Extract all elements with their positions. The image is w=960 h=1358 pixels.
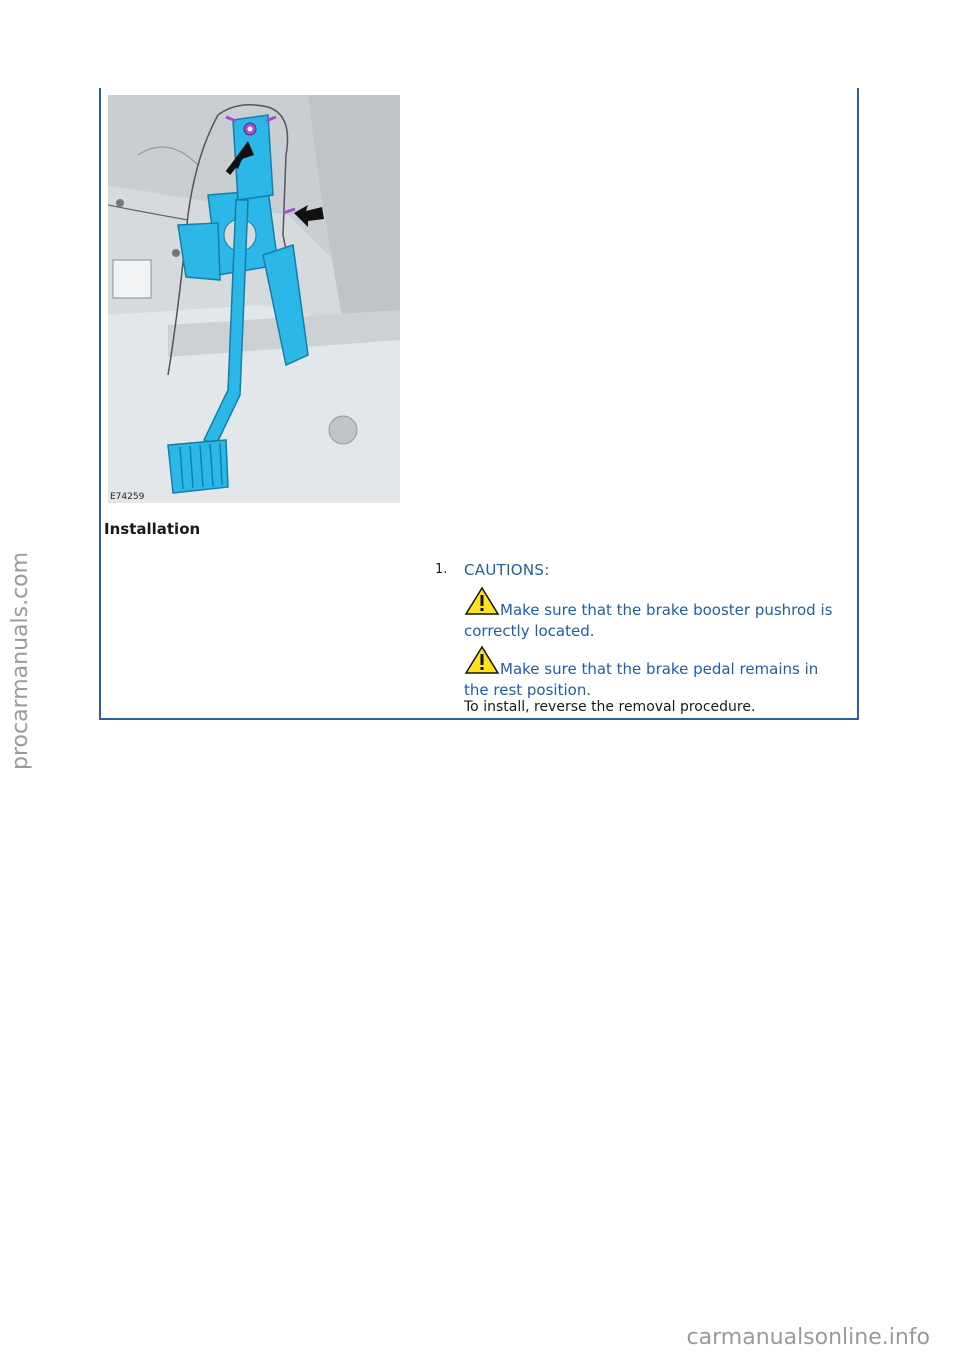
bottom-watermark: carmanualsonline.info bbox=[686, 1325, 930, 1350]
caution-text: Make sure that the brake pedal remains in the rest position. bbox=[464, 660, 819, 699]
brake-pedal-illustration bbox=[108, 95, 400, 503]
install-instruction: To install, reverse the removal procedure. bbox=[464, 699, 756, 715]
caution-text: Make sure that the brake booster pushrod is correctly located. bbox=[464, 601, 833, 640]
step-number: 1. bbox=[435, 562, 448, 577]
cautions-title: CAUTIONS: bbox=[464, 561, 550, 579]
figure-code: E74259 bbox=[110, 492, 145, 502]
installation-heading: Installation bbox=[104, 520, 201, 538]
caution-item bbox=[464, 586, 844, 642]
pedal-diagram bbox=[108, 95, 400, 503]
warning-triangle-icon bbox=[464, 645, 500, 675]
side-watermark: procarmanuals.com bbox=[8, 551, 33, 770]
warning-triangle-icon bbox=[464, 586, 500, 616]
caution-item bbox=[464, 645, 844, 701]
